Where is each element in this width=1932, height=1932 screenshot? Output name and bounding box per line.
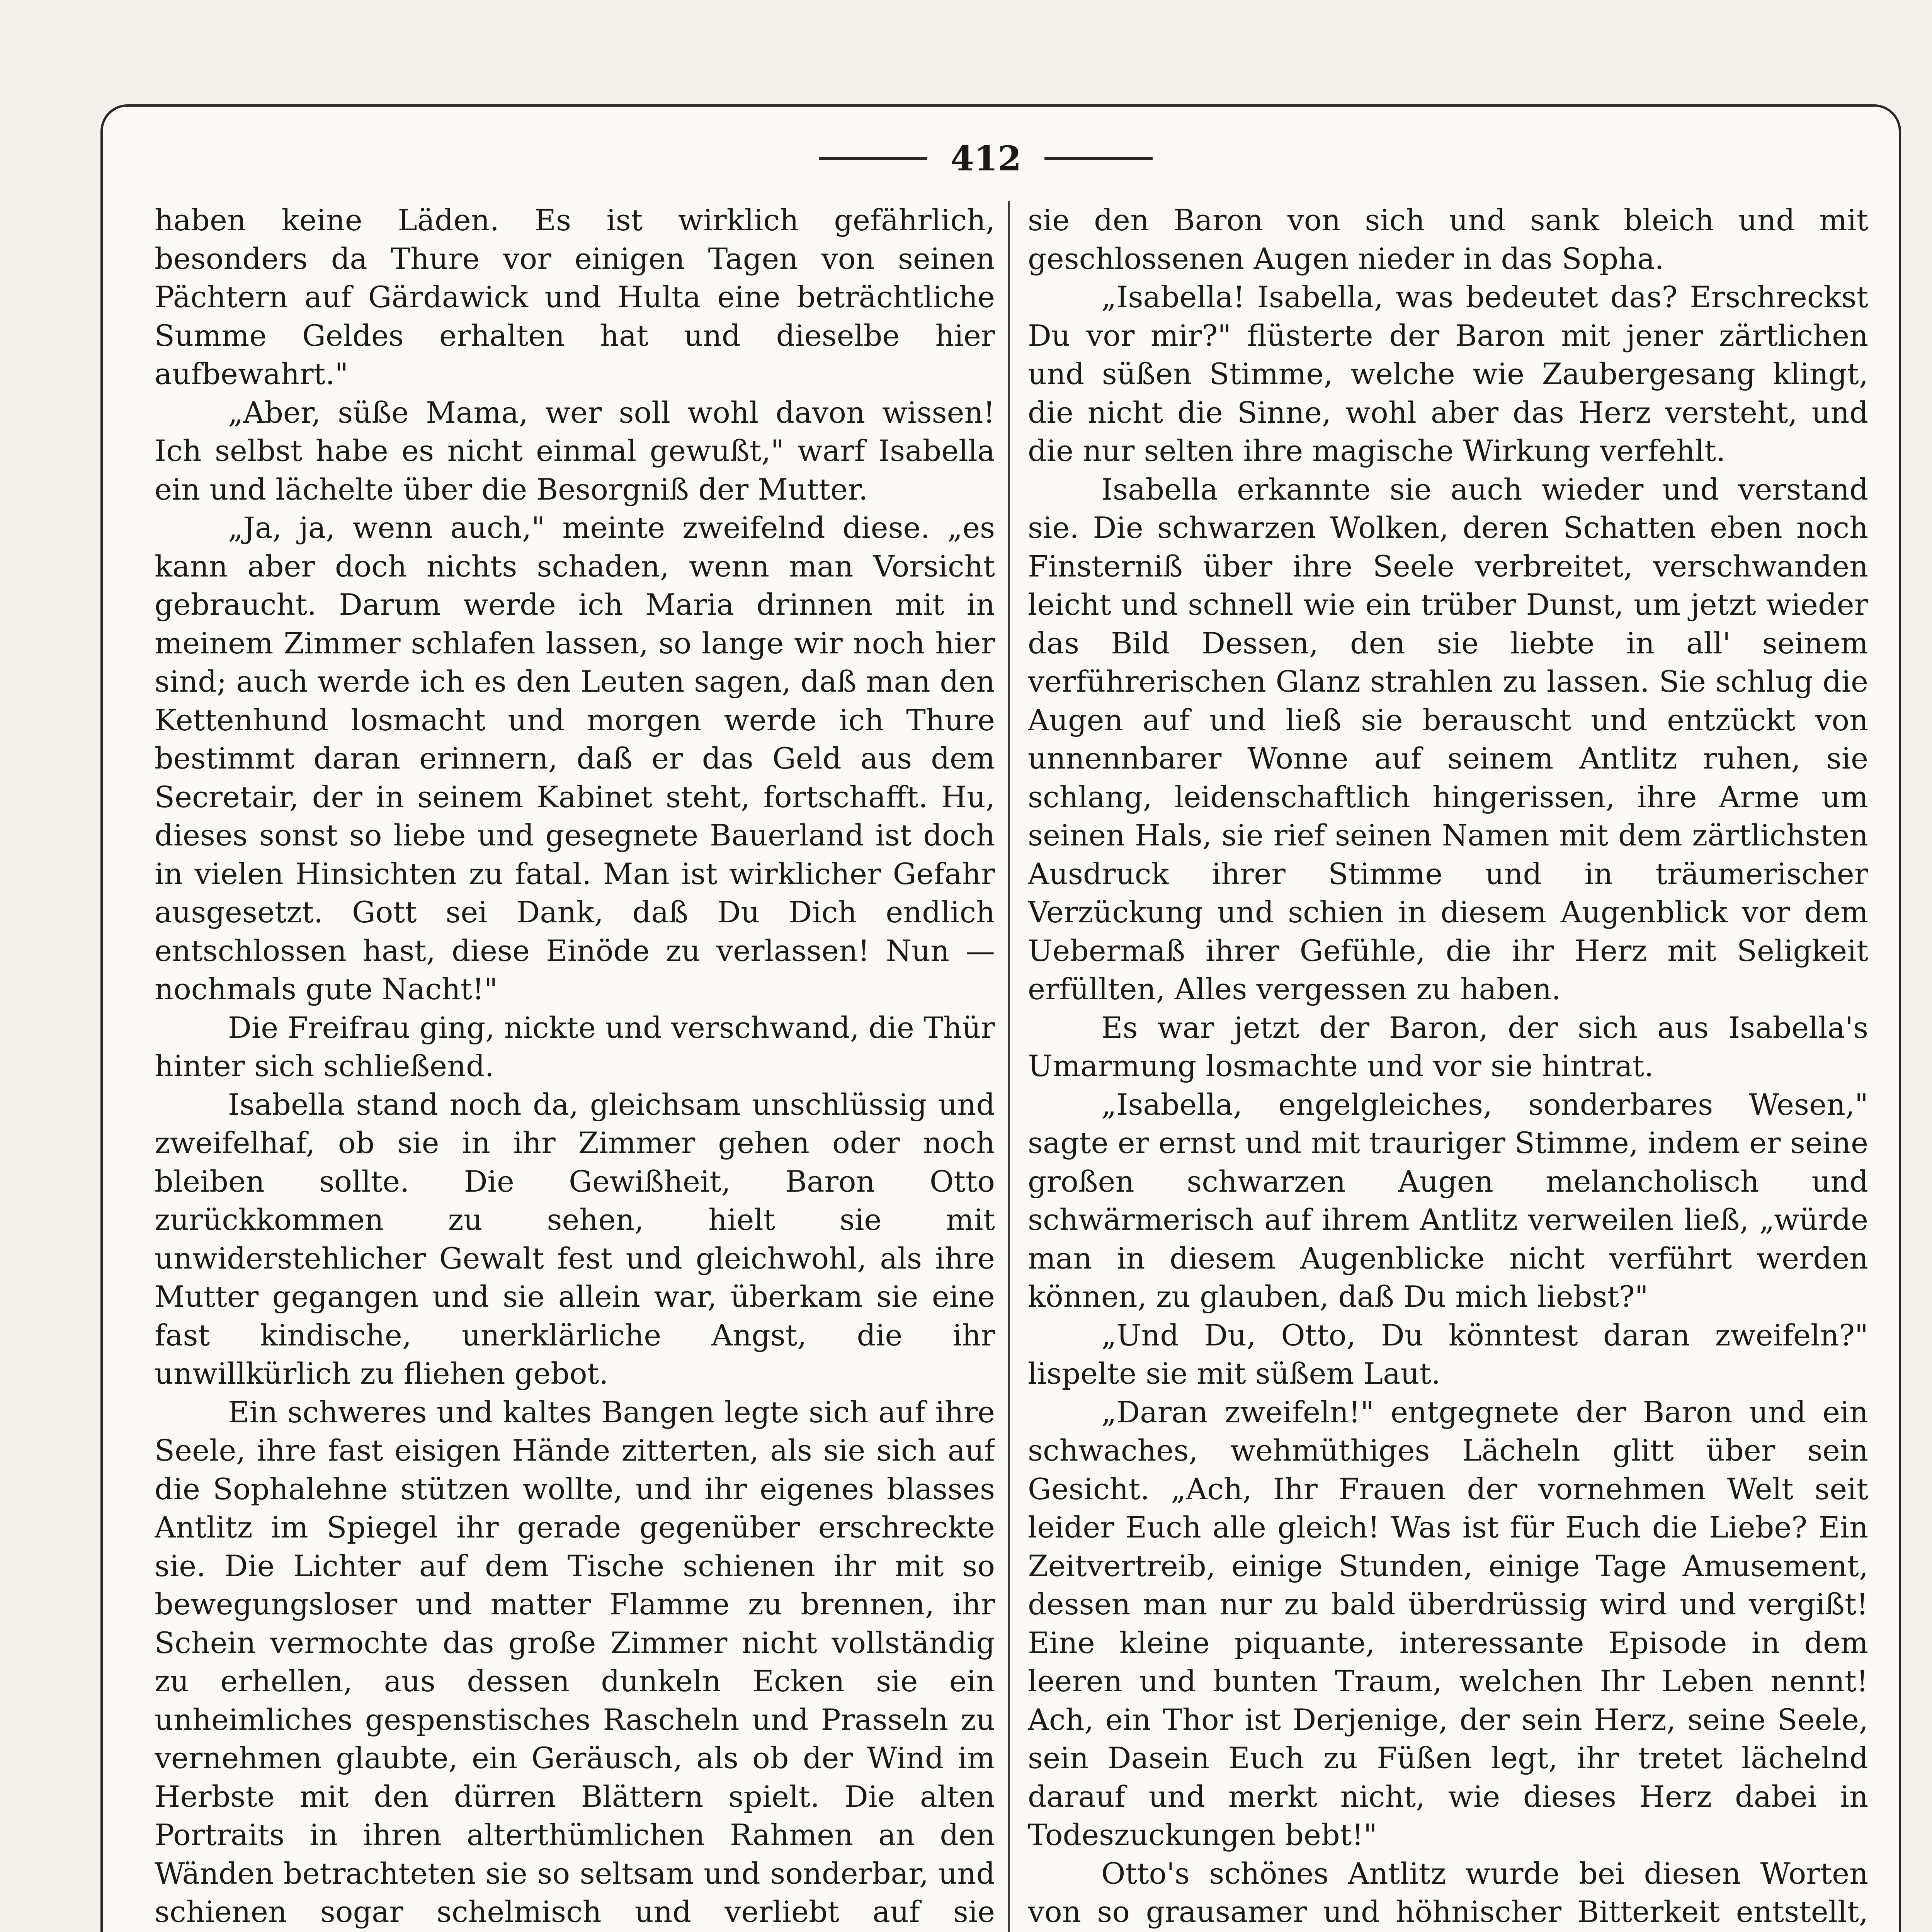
paragraph: „Und Du, Otto, Du könntest daran zweifeln?" lispelte sie mit süßem Laut. [1028,1318,1868,1391]
page-header [0,128,1932,189]
paragraph: haben keine Läden. Es ist wirklich gefährlich, besonders da Thure vor einigen Tagen von seinen Pächtern auf Gärdawick und Hulta eine beträchtliche Summe Geldes erhalten hat und dieselbe hier aufbewahrt." [155,203,995,391]
column-divider [1008,201,1010,1932]
page-number: 412 [950,138,1022,179]
paragraph: Ein schweres und kaltes Bangen legte sich auf ihre Seele, ihre fast eisigen Hände zitterten, als sie sich auf die Sophalehne stützen wollte, und ihr eigenes blasses Antlitz im Spiegel ihr gerade gegenüber erschreckte sie. Die Lichter auf dem Tische schienen ihr mit so bewegungsloser und matter Flamme zu brennen, ihr Schein vermochte das große Zimmer nicht vollständig zu erhellen, aus dessen dunkeln Ecken sie ein unheimliches gespenstisches Rascheln und Prasseln zu vernehmen glaubte, ein Geräusch, als ob der Wind im Herbste mit den dürren Blättern spielt. Die alten Portraits in ihren alterthümlichen Rahmen an den Wänden betrachteten sie so seltsam und sonderbar, und schienen sogar schelmisch und verliebt auf sie [155,1395,995,1929]
paragraph: „Isabella, engelgleiches, sonderbares Wesen," sagte er ernst und mit trauriger Stimme, indem er seine großen schwarzen Augen melancholisch und schwärmerisch auf ihrem Antlitz verweilen ließ, „würde man in diesem Augenblicke nicht verführt werden können, zu glauben, daß Du mich liebst?" [1028,1087,1868,1314]
header-rule-right [1044,157,1153,160]
paragraph: Isabella erkannte sie auch wieder und verstand sie. Die schwarzen Wolken, deren Schatten eben noch Finsterniß über ihre Seele verbreitet, verschwanden leicht und schnell wie ein trüber Dunst, um jetzt wieder das Bild Dessen, den sie liebte in all' seinem verführerischen Glanz strahlen zu lassen. Sie schlug die Augen auf und ließ sie berauscht und entzückt von unnennbarer Wonne auf seinem Antlitz ruhen, sie schlang, leidenschaftlich hingerissen, ihre Arme um seinen Hals, sie rief seinen Namen mit dem zärtlichsten Ausdruck ihrer Stimme und in träumerischer Verzückung und schien in diesem Augenblick vor dem Uebermaß ihrer Gefühle, die ihr Herz mit Seligkeit erfüllten, Alles vergessen zu haben. [1028,472,1868,1006]
text-column-right [1028,201,1868,1932]
paragraph: sie den Baron von sich und sank bleich und mit geschlossenen Augen nieder in das Sopha. [1028,203,1868,276]
paragraph: Isabella stand noch da, gleichsam unschlüssig und zweifelhaf, ob sie in ihr Zimmer gehen oder noch bleiben sollte. Die Gewißheit, Baron Otto zurückkommen zu sehen, hielt sie mit unwiderstehlicher Gewalt fest und gleichwohl, als ihre Mutter gegangen und sie allein war, überkam sie eine fast kindische, unerklärliche Angst, die ihr unwillkürlich zu fliehen gebot. [155,1087,995,1391]
paragraph: Otto's schönes Antlitz wurde bei diesen Worten von so grausamer und höhnischer Bitterkeit entstellt, [1028,1856,1868,1929]
paragraph: Die Freifrau ging, nickte und verschwand, die Thür hinter sich schließend. [155,1010,995,1083]
header-rule-left [819,157,927,160]
paragraph: „Aber, süße Mama, wer soll wohl davon wissen! Ich selbst habe es nicht einmal gewußt," warf Isabella ein und lächelte über die Besorgniß der Mutter. [155,395,995,507]
paragraph: „Ja, ja, wenn auch," meinte zweifelnd diese. „es kann aber doch nichts schaden, wenn man Vorsicht gebraucht. Darum werde ich Maria drinnen mit in meinem Zimmer schlafen lassen, so lange wir noch hier sind; auch werde ich es den Leuten sagen, daß man den Kettenhund losmacht und morgen werde ich Thure bestimmt daran erinnern, daß er das Geld aus dem Secretair, der in seinem Kabinet steht, fortschafft. Hu, dieses sonst so liebe und gesegnete Bauerland ist doch in vielen Hinsichten zu fatal. Man ist wirklicher Gefahr ausgesetzt. Gott sei Dank, daß Du Dich endlich entschlossen hast, diese Einöde zu verlassen! Nun — nochmals gute Nacht!" [155,510,995,1006]
paragraph: Es war jetzt der Baron, der sich aus Isabella's Umarmung losmachte und vor sie hintrat. [1028,1010,1868,1083]
paragraph: „Isabella! Isabella, was bedeutet das? Erschreckst Du vor mir?" flüsterte der Baron mit jener zärtlichen und süßen Stimme, welche wie Zaubergesang klingt, die nicht die Sinne, wohl aber das Herz versteht, und die nur selten ihre magische Wirkung verfehlt. [1028,280,1868,468]
paragraph: „Daran zweifeln!" entgegnete der Baron und ein schwaches, wehmüthiges Lächeln glitt über sein Gesicht. „Ach, Ihr Frauen der vornehmen Welt seit leider Euch alle gleich! Was ist für Euch die Liebe? Ein Zeitvertreib, einige Stunden, einige Tage Amusement, dessen man nur zu bald überdrüssig wird und vergißt! Eine kleine piquante, interessante Episode in dem leeren und bunten Traum, welchen Ihr Leben nennt! Ach, ein Thor ist Derjenige, der sein Herz, seine Seele, sein Dasein Euch zu Füßen legt, ihr tretet lächelnd darauf und merkt nicht, wie dieses Herz dabei in Todeszuckungen bebt!" [1028,1395,1868,1852]
text-column-left [155,201,995,1932]
